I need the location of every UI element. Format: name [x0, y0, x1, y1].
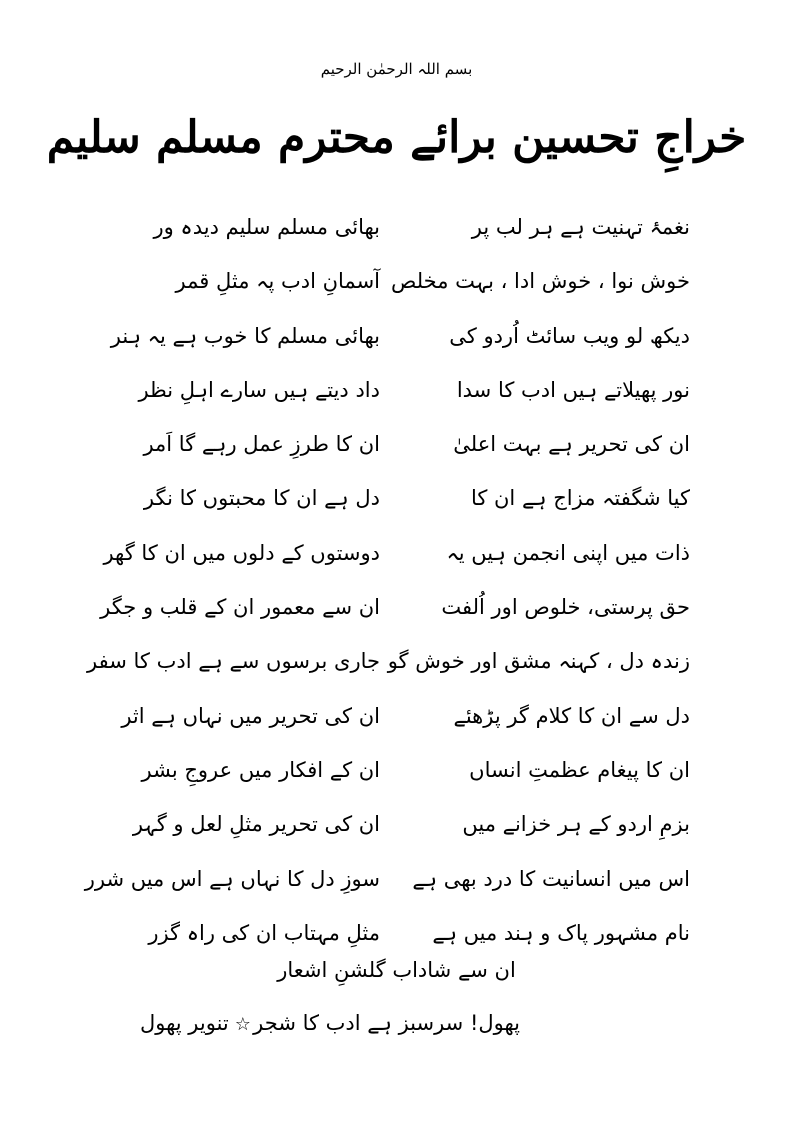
verse-row [120, 701, 690, 755]
verse-first-hemistich: خوش نوا ، خوش ادا ، بہت مخلص [390, 269, 690, 294]
final-hemistich: پھول! سرسبز ہے ادب کا شجر [253, 1011, 520, 1035]
verse-row [120, 375, 690, 429]
verse-first-hemistich: ذات میں اپنی انجمن ہیں یہ [446, 540, 690, 565]
verse-first-hemistich: نام مشہور پاک و ہند میں ہے [432, 920, 690, 945]
verse-first-hemistich: دل سے ان کا کلام گر پڑھئے [453, 703, 690, 728]
signature [140, 1008, 251, 1040]
verse-row [87, 646, 690, 700]
verse-row [120, 429, 690, 483]
verse-second-hemistich: ان کا طرزِ عمل رہے گا اَمر [143, 432, 380, 457]
poem-title: خراجِ تحسین برائے محترم مسلم سلیم [46, 112, 747, 163]
verse-second-hemistich: ان کی تحریر میں نہاں ہے اثر [121, 703, 380, 728]
poet-name: تنویر پھول [140, 1011, 229, 1035]
verse-row [100, 592, 690, 646]
verse-first-hemistich: دیکھ لو ویب سائٹ اُردو کی [449, 323, 690, 348]
closing-line: ان سے شاداب گلشنِ اشعار [277, 958, 516, 982]
bismillah: بسم اللہ الرحمٰن الرحیم [320, 60, 473, 78]
verse-second-hemistich: جاری برسوں سے ہے ادب کا سفر [87, 649, 380, 674]
verse-second-hemistich: بھائی مسلم سلیم دیدہ ور [153, 215, 380, 239]
verse-second-hemistich: دوستوں کے دلوں میں ان کا گھر [103, 540, 380, 565]
verse-second-hemistich: دل ہے ان کا محبتوں کا نگر [143, 486, 380, 511]
verse-row [120, 266, 690, 320]
verse-row [103, 538, 690, 592]
star-icon: ☆ [234, 1014, 251, 1035]
verse-second-hemistich: ان کی تحریر مثلِ لعل و گہر [132, 812, 380, 837]
verse-first-hemistich: زندہ دل ، کہنہ مشق اور خوش گو [387, 649, 690, 674]
verse-first-hemistich: نور پھیلاتے ہیں ادب کا سدا [456, 377, 690, 402]
verse-row [84, 864, 690, 918]
verse-second-hemistich: مثلِ مہتاب ان کی راہ گزر [148, 920, 380, 945]
verse-row [120, 755, 690, 809]
verse-first-hemistich: حق پرستی، خلوص اور اُلفت [441, 595, 690, 620]
verse-second-hemistich: سوزِ دل کا نہاں ہے اس میں شرر [84, 866, 380, 891]
verse-row [120, 809, 690, 863]
verse-first-hemistich: بزمِ اردو کے ہر خزانے میں [462, 812, 690, 837]
verse-second-hemistich: ان کے افکار میں عروجِ بشر [141, 757, 380, 782]
verse-second-hemistich: ان سے معمور ان کے قلب و جگر [100, 595, 380, 620]
verse-first-hemistich: نغمۂ تہنیت ہے ہر لب پر [471, 215, 690, 239]
verse-second-hemistich: داد دیتے ہیں سارے اہلِ نظر [138, 377, 380, 402]
verse-first-hemistich: ان کا پیغام عظمتِ انساں [469, 757, 690, 782]
verse-first-hemistich: اس میں انسانیت کا درد بھی ہے [412, 866, 690, 891]
verse-list [84, 212, 690, 972]
verse-second-hemistich: بھائی مسلم کا خوب ہے یہ ہنر [110, 323, 380, 348]
verse-first-hemistich: کیا شگفتہ مزاج ہے ان کا [470, 486, 690, 511]
verse-second-hemistich: آسمانِ ادب پہ مثلِ قمر [175, 269, 380, 294]
verse-first-hemistich: ان کی تحریر ہے بہت اعلیٰ [453, 432, 690, 457]
final-couplet [120, 1008, 690, 1040]
verse-row [120, 212, 690, 266]
verse-row [120, 483, 690, 537]
verse-row [110, 321, 690, 375]
